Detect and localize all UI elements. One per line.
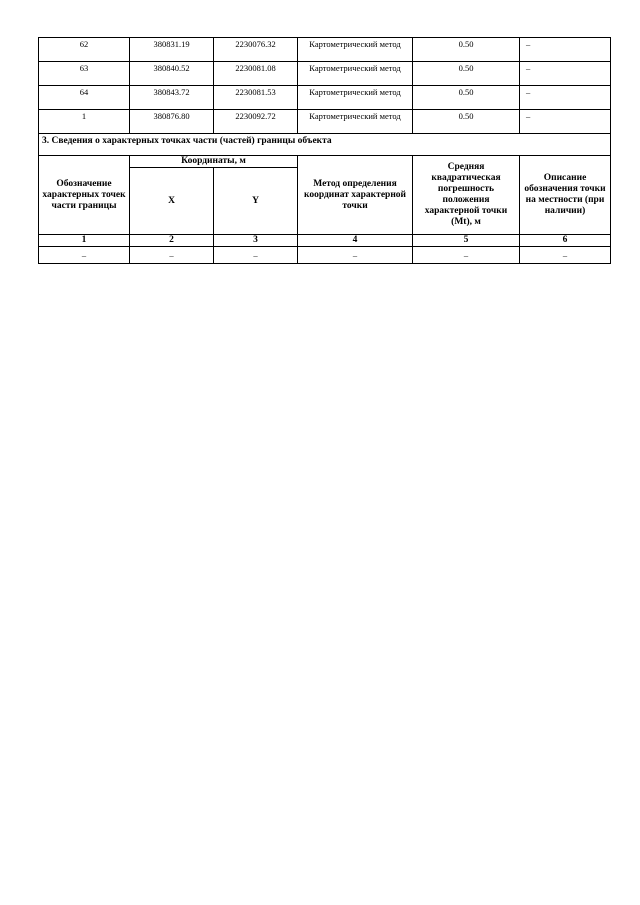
coord-x: 380831.19 <box>130 38 214 62</box>
coord-y: 2230076.32 <box>214 38 298 62</box>
coord-y: 2230081.53 <box>214 86 298 110</box>
coord-x: 380876.80 <box>130 110 214 134</box>
table-row <box>39 247 611 264</box>
coord-x: 380840.52 <box>130 62 214 86</box>
column-numbers-row <box>39 235 611 247</box>
coord-y: 2230092.72 <box>214 110 298 134</box>
section-title-row <box>39 134 611 156</box>
error: 0.50 <box>413 62 520 86</box>
coord-y: 2230081.08 <box>214 62 298 86</box>
error: 0.50 <box>413 86 520 110</box>
empty-cell: – <box>39 247 130 264</box>
point-id: 64 <box>39 86 130 110</box>
section-title: 3. Сведения о характерных точках части (частей) границы объекта <box>39 134 611 156</box>
method: Картометрический метод <box>298 62 413 86</box>
description: – <box>520 38 611 62</box>
column-number: 6 <box>520 235 611 247</box>
empty-cell: – <box>413 247 520 264</box>
empty-cell: – <box>214 247 298 264</box>
empty-cell: – <box>520 247 611 264</box>
description: – <box>520 62 611 86</box>
header-coordinates: Координаты, м <box>130 156 298 168</box>
error: 0.50 <box>413 110 520 134</box>
header-x: X <box>130 168 214 235</box>
empty-cell: – <box>130 247 214 264</box>
point-id: 63 <box>39 62 130 86</box>
column-number: 3 <box>214 235 298 247</box>
table-row <box>39 62 611 86</box>
header-description: Описание обозначения точки на местности (при наличии) <box>520 156 611 235</box>
column-number: 2 <box>130 235 214 247</box>
description: – <box>520 110 611 134</box>
column-number: 5 <box>413 235 520 247</box>
error: 0.50 <box>413 38 520 62</box>
description: – <box>520 86 611 110</box>
column-number: 1 <box>39 235 130 247</box>
header-point-designation: Обозначение характерных точек части границы <box>39 156 130 235</box>
coord-x: 380843.72 <box>130 86 214 110</box>
header-method: Метод определения координат характерной точки <box>298 156 413 235</box>
point-id: 1 <box>39 110 130 134</box>
method: Картометрический метод <box>298 86 413 110</box>
boundary-points-table <box>38 37 611 264</box>
header-row <box>39 156 611 168</box>
table-row <box>39 110 611 134</box>
point-id: 62 <box>39 38 130 62</box>
method: Картометрический метод <box>298 110 413 134</box>
method: Картометрический метод <box>298 38 413 62</box>
column-number: 4 <box>298 235 413 247</box>
header-y: Y <box>214 168 298 235</box>
empty-cell: – <box>298 247 413 264</box>
table-row <box>39 38 611 62</box>
header-mean-error: Средняя квадратическая погрешность положения характерной точки (Mt), м <box>413 156 520 235</box>
table-row <box>39 86 611 110</box>
